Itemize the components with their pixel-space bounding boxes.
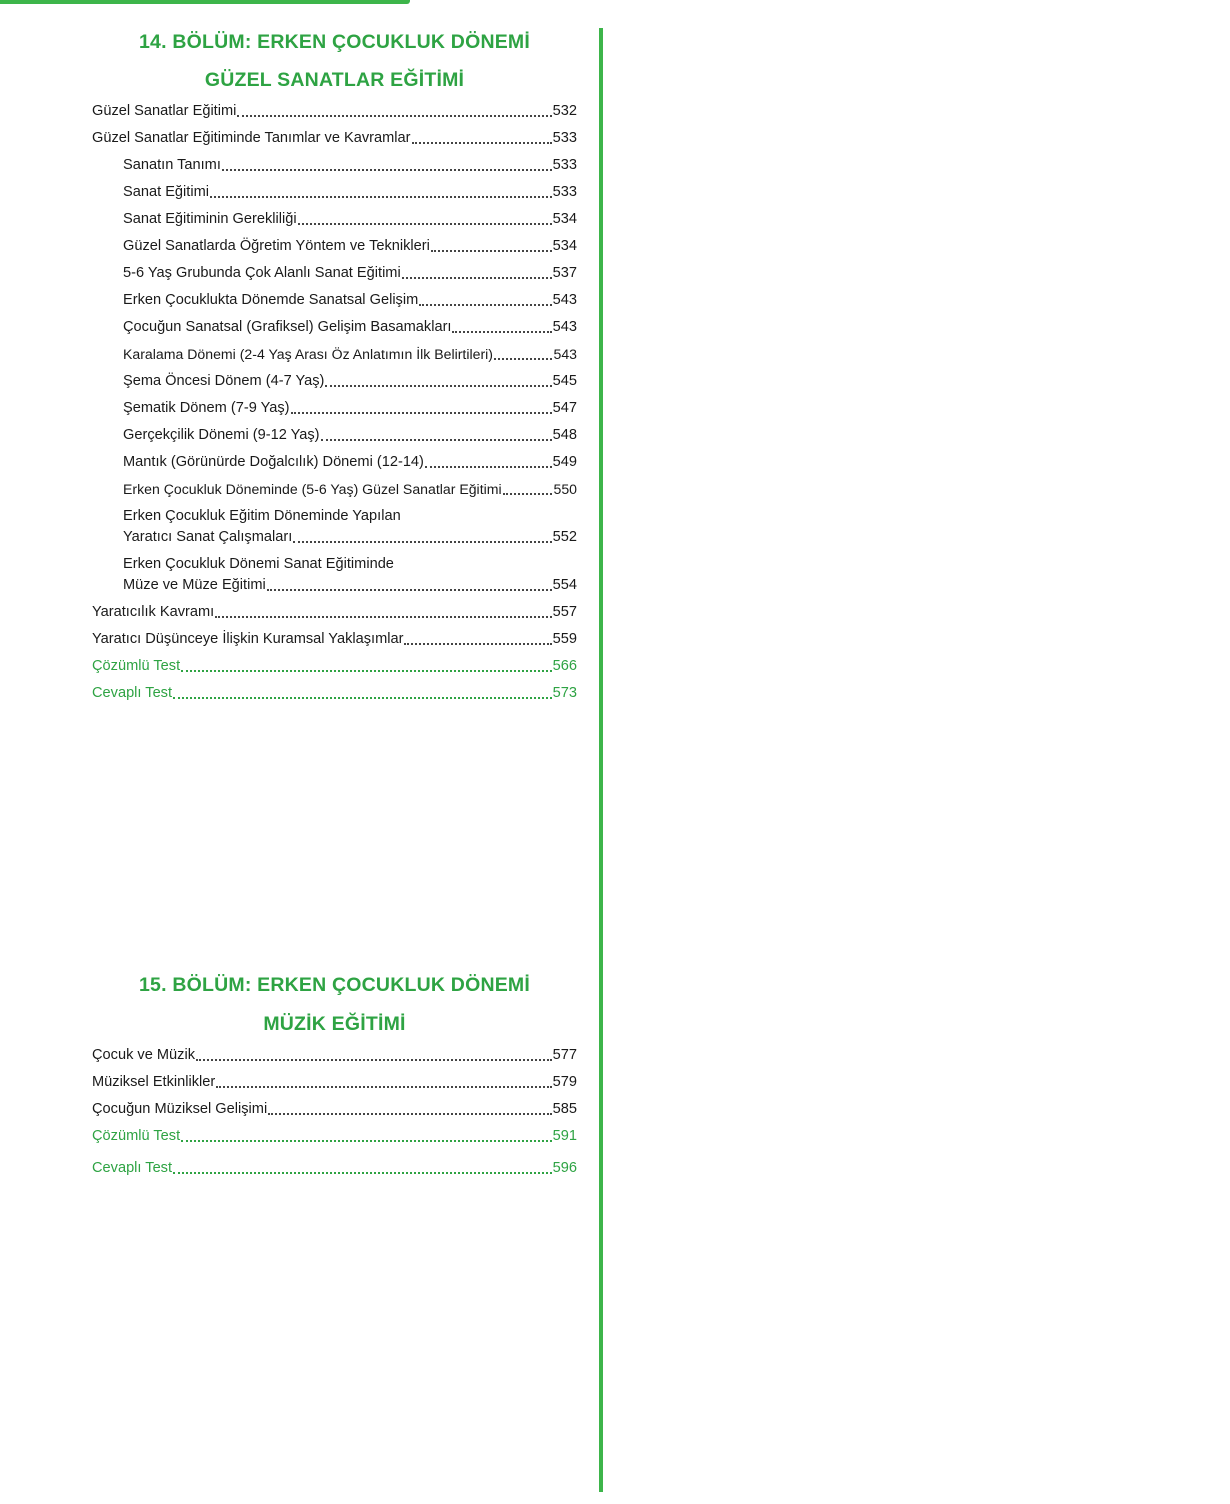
toc-entry-page: 566 (552, 658, 577, 674)
toc-entry-page: 543 (552, 292, 577, 308)
toc-entry-page: 554 (552, 577, 577, 593)
toc-leader-dots (268, 1113, 551, 1115)
toc-entry-page: 549 (552, 454, 577, 470)
toc-entry[interactable] (123, 344, 577, 364)
toc-entry-solved-test[interactable] (92, 1126, 577, 1146)
toc-entry-label: Erken Çocuklukta Dönemde Sanatsal Gelişim (123, 292, 419, 308)
toc-entry-label: Çocuk ve Müzik (92, 1047, 195, 1063)
toc-entry-page: 557 (552, 604, 577, 620)
toc-leader-dots (181, 670, 552, 672)
toc-entry-page: 533 (552, 157, 577, 173)
toc-entry[interactable] (123, 236, 577, 256)
toc-entry-label: Erken Çocukluk Döneminde (5-6 Yaş) Güzel Sanatlar Eğitimi (123, 481, 502, 497)
toc-entry-label-line1: Erken Çocukluk Dönemi Sanat Eğitiminde (123, 556, 394, 572)
toc-entry-page: 579 (552, 1074, 577, 1090)
chapter-14-subtitle: GÜZEL SANATLAR EĞİTİMİ (204, 69, 465, 91)
toc-leader-dots (402, 277, 552, 279)
toc-entry-label: Mantık (Görünürde Doğalcılık) Dönemi (12-14) (123, 454, 424, 470)
toc-entry-label: Şema Öncesi Dönem (4-7 Yaş) (123, 373, 325, 389)
toc-entry-answered-test[interactable] (92, 1158, 577, 1178)
toc-entry[interactable] (92, 629, 577, 649)
toc-entry-label: Şematik Dönem (7-9 Yaş) (123, 400, 290, 416)
toc-entry-label: Güzel Sanatlar Eğitimi (92, 103, 237, 119)
toc-leader-dots (216, 1086, 551, 1088)
column-divider (599, 28, 603, 1492)
toc-leader-dots (425, 466, 552, 468)
toc-leader-dots (321, 439, 552, 441)
toc-entry-multiline[interactable] (123, 554, 577, 595)
toc-entry-label: Gerçekçilik Dönemi (9-12 Yaş) (123, 427, 320, 443)
toc-entry-page: 559 (552, 631, 577, 647)
toc-entry[interactable] (123, 263, 577, 283)
toc-entry-page: 552 (552, 529, 577, 545)
toc-entry[interactable] (92, 101, 577, 121)
toc-entry[interactable] (123, 182, 577, 202)
toc-entry-multiline[interactable] (123, 506, 577, 547)
chapter-15-header (92, 973, 577, 1036)
toc-entry-page: 534 (552, 238, 577, 254)
toc-entry-page: 591 (552, 1128, 577, 1144)
toc-entry-label: Yaratıcı Düşünceye İlişkin Kuramsal Yaklaşımlar (92, 631, 404, 647)
toc-entry-label-line2: Müze ve Müze Eğitimi (123, 577, 266, 593)
toc-entry-answered-test[interactable] (92, 683, 577, 703)
toc-entry[interactable] (92, 1045, 577, 1065)
toc-entry[interactable] (123, 317, 577, 337)
toc-leader-dots (298, 223, 552, 225)
toc-entry-label: Çözümlü Test (92, 1128, 181, 1144)
toc-entry-label: 5-6 Yaş Grubunda Çok Alanlı Sanat Eğitimi (123, 265, 401, 281)
toc-entry-page: 585 (552, 1101, 577, 1117)
toc-entry-label: Güzel Sanatlar Eğitiminde Tanımlar ve Kavramlar (92, 130, 411, 146)
toc-entry[interactable] (123, 452, 577, 472)
toc-entry[interactable] (123, 155, 577, 175)
toc-entry[interactable] (92, 128, 577, 148)
chapter-14-header (92, 30, 577, 92)
toc-leader-dots (293, 541, 551, 543)
toc-entry-page: 533 (552, 130, 577, 146)
toc-entry-label: Sanat Eğitimi (123, 184, 209, 200)
toc-entry[interactable] (123, 479, 577, 499)
toc-leader-dots (196, 1059, 552, 1061)
toc-entry[interactable] (92, 602, 577, 622)
toc-entry[interactable] (92, 1072, 577, 1092)
toc-leader-dots (494, 358, 553, 360)
toc-leader-dots (215, 616, 551, 618)
toc-leader-dots (404, 643, 551, 645)
toc-leader-dots (181, 1140, 552, 1142)
toc-entry-page: 534 (552, 211, 577, 227)
toc-leader-dots (503, 493, 553, 495)
toc-entry-page: 543 (552, 319, 577, 335)
top-accent-bar (0, 0, 410, 4)
toc-entry-label: Sanatın Tanımı (123, 157, 221, 173)
toc-leader-dots (431, 250, 552, 252)
toc-entry-label: Sanat Eğitiminin Gerekliliği (123, 211, 297, 227)
toc-leader-dots (210, 196, 552, 198)
toc-leader-dots (173, 1172, 552, 1174)
toc-entry-label: Yaratıcılık Kavramı (92, 604, 215, 620)
toc-leader-dots (291, 412, 552, 414)
toc-leader-dots (325, 385, 551, 387)
toc-leader-dots (237, 115, 551, 117)
toc-leader-dots (267, 589, 552, 591)
toc-leader-dots (222, 169, 552, 171)
toc-entry-label: Karalama Dönemi (2-4 Yaş Arası Öz Anlatımın İlk Belirtileri) (123, 346, 493, 362)
toc-leader-dots (173, 697, 552, 699)
toc-entry-label: Cevaplı Test (92, 685, 173, 701)
toc-entry-label: Müziksel Etkinlikler (92, 1074, 216, 1090)
toc-leader-dots (412, 142, 552, 144)
toc-entry-solved-test[interactable] (92, 656, 577, 676)
toc-entry[interactable] (123, 371, 577, 391)
chapter-14-title: 14. BÖLÜM: ERKEN ÇOCUKLUK DÖNEMİ (139, 31, 530, 53)
toc-entry-label: Güzel Sanatlarda Öğretim Yöntem ve Teknikleri (123, 238, 430, 254)
toc-entry[interactable] (123, 398, 577, 418)
toc-entry-page: 543 (553, 346, 577, 362)
toc-entry-label: Çocuğun Sanatsal (Grafiksel) Gelişim Basamakları (123, 319, 452, 335)
toc-entry-label-line1: Erken Çocukluk Eğitim Döneminde Yapılan (123, 508, 401, 524)
toc-entry[interactable] (123, 209, 577, 229)
toc-entry[interactable] (123, 425, 577, 445)
chapter-15-title: 15. BÖLÜM: ERKEN ÇOCUKLUK DÖNEMİ (139, 974, 530, 996)
toc-entry-page: 548 (552, 427, 577, 443)
toc-entry-label: Çözümlü Test (92, 658, 181, 674)
chapter-15-subtitle: MÜZİK EĞİTİMİ (263, 1013, 406, 1035)
toc-entry[interactable] (123, 290, 577, 310)
toc-entry-page: 550 (553, 481, 577, 497)
toc-entry-label-line2: Yaratıcı Sanat Çalışmaları (123, 529, 293, 545)
toc-entry-label: Çocuğun Müziksel Gelişimi (92, 1101, 268, 1117)
toc-entry-label: Cevaplı Test (92, 1160, 173, 1176)
toc-leader-dots (419, 304, 551, 306)
toc-entry-page: 577 (552, 1047, 577, 1063)
toc-entry-page: 596 (552, 1160, 577, 1176)
toc-entry-page: 573 (552, 685, 577, 701)
toc-entry-page: 532 (552, 103, 577, 119)
toc-entry-page: 545 (552, 373, 577, 389)
toc-entry[interactable] (92, 1099, 577, 1119)
toc-leader-dots (452, 331, 551, 333)
toc-entry-page: 537 (552, 265, 577, 281)
toc-entry-page: 533 (552, 184, 577, 200)
toc-entry-page: 547 (552, 400, 577, 416)
